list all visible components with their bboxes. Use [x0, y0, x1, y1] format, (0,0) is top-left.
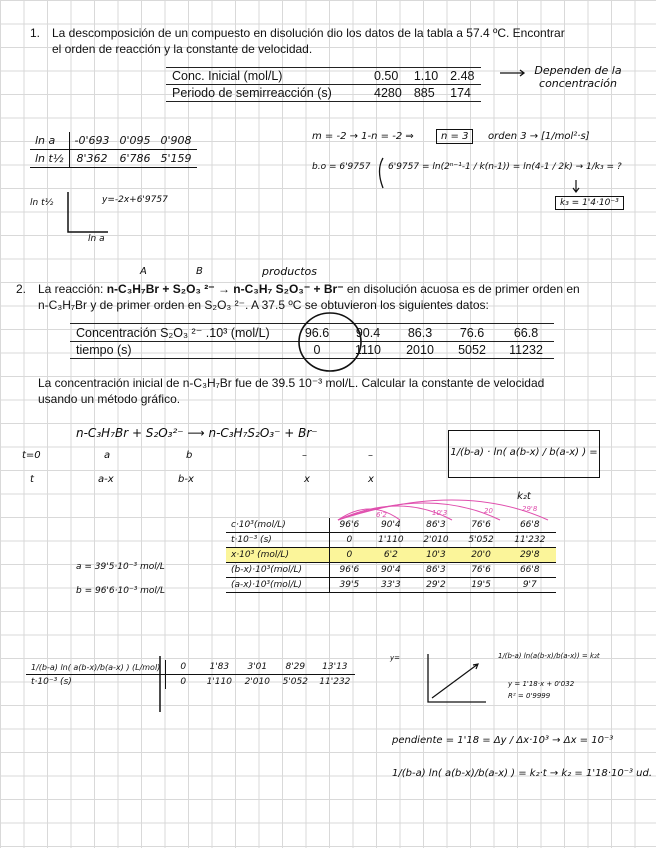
- graph-equation: y=-2x+6'9757: [102, 195, 168, 205]
- table-cell: 33'3: [368, 578, 413, 593]
- table-cell: 8'362: [69, 150, 115, 168]
- table-cell: 2010: [394, 342, 446, 359]
- problem-2-prefix: La reacción:: [38, 282, 104, 296]
- fit-equation-2: y = 1'18·x + 0'032: [508, 680, 575, 688]
- slope-text: pendiente = 1'18 = Δy / Δx·10³ → Δx = 10⁻³: [392, 735, 614, 746]
- a-value: a = 39'5·10⁻³ mol/L: [76, 562, 165, 572]
- table-cell: 885: [408, 85, 444, 102]
- table-cell: 96'6: [330, 563, 368, 578]
- table-cell: c·10³(mol/L): [226, 518, 330, 533]
- order-text: orden 3 →: [488, 131, 539, 142]
- fit-equation-1: 1/(b-a) ln(a(b-x)/b(a-x)) = k₂t: [498, 652, 600, 660]
- table-cell: 66.8: [498, 324, 554, 342]
- table-cell: 6'786: [115, 150, 156, 168]
- table-cell: 86.3: [394, 324, 446, 342]
- table-cell: 90'4: [368, 563, 413, 578]
- circle-annotation: [299, 313, 361, 371]
- table-cell: 5'052: [458, 533, 503, 548]
- t0-b: b: [186, 450, 193, 461]
- order-box: n = 3: [436, 129, 473, 144]
- table-cell: 3'01: [238, 660, 276, 675]
- handwritten-note-concentration: Dependen de la concentración: [534, 64, 622, 90]
- table-cell: 0.50: [368, 68, 408, 85]
- table-cell: 0: [180, 677, 187, 687]
- table-cell: tiempo (s): [70, 342, 292, 359]
- table-cell: 29'2: [413, 578, 458, 593]
- intercept-calc: b.o = 6'9757: [312, 162, 371, 172]
- table-cell: 20'0: [458, 548, 503, 563]
- table-cell: t·10⁻³ (s): [26, 675, 166, 690]
- table-cell: 4280: [368, 85, 408, 102]
- pink-arcs: [338, 500, 548, 520]
- table-cell: -0'693: [69, 132, 115, 150]
- brace-icon: [380, 158, 384, 188]
- table-cell: (a-x)·10³(mol/L): [226, 578, 330, 593]
- table-cell: 66'8: [504, 563, 556, 578]
- problem-2-number: 2.: [16, 282, 27, 296]
- k-calc: 6'9757 = ln(2ⁿ⁻¹-1 / k(n-1)) = ln(4-1 / 2k) → 1/k₃ = ?: [388, 162, 622, 172]
- table-cell: 5'159: [156, 150, 197, 168]
- k-result-box: k₃ = 1'4·10⁻³: [555, 196, 624, 210]
- table-cell: 9'7: [504, 578, 556, 593]
- order-calc: m = -2 → 1-n = -2 ⇒: [312, 131, 414, 142]
- problem-2-reaction: n-C₃H₇Br + S₂O₃ ²⁻ → n-C₃H₇ S₂O₃⁻ + Br⁻: [106, 282, 344, 296]
- pink-number: 20: [484, 507, 493, 515]
- table-cell: 2.48: [444, 68, 480, 85]
- t-a: a-x: [98, 474, 114, 485]
- table-cell: 0: [330, 533, 368, 548]
- handwritten-reaction: n-C₃H₇Br + S₂O₃²⁻ ⟶ n-C₃H₇S₂O₃⁻ + Br⁻: [76, 426, 318, 440]
- table-cell: 1110: [342, 342, 394, 359]
- table-cell: 5'052: [282, 677, 308, 687]
- table-cell: x·10³ (mol/L): [226, 548, 330, 563]
- pink-number: 6'2: [376, 511, 387, 519]
- table-cell: 29'8: [504, 548, 556, 563]
- table-cell: 11232: [498, 342, 554, 359]
- table-cell: 90'4: [368, 518, 413, 533]
- b-value: b = 96'6·10⁻³ mol/L: [76, 586, 165, 596]
- table-cell: 6'2: [368, 548, 413, 563]
- table-cell: 1'83: [200, 660, 238, 675]
- t-b: b-x: [178, 474, 194, 485]
- arrow-icon: [500, 70, 524, 76]
- table-cell: 11'232: [319, 677, 351, 687]
- annotation-b: B: [196, 266, 203, 277]
- table-cell: 96'6: [330, 518, 368, 533]
- table-cell: Concentración S₂O₃ ²⁻ .10³ (mol/L): [70, 324, 292, 342]
- table-cell: 19'5: [458, 578, 503, 593]
- small-graph-label: y=: [390, 654, 401, 662]
- problem-1-text-line1: La descomposición de un compuesto en disolución dio los datos de la tabla a 57.4 ºC. Encontrar: [52, 26, 565, 40]
- table-cell: 86'3: [413, 563, 458, 578]
- table-cell: 11'232: [504, 533, 556, 548]
- table-cell: 1'110: [368, 533, 413, 548]
- table-cell: (b-x)·10³(mol/L): [226, 563, 330, 578]
- table-cell: 86'3: [413, 518, 458, 533]
- problem-1-number: 1.: [30, 26, 41, 40]
- table-cell: 76'6: [458, 518, 503, 533]
- problem-2-text-line4: usando un método gráfico.: [38, 392, 181, 406]
- rate-equation-box: 1/(b-a) · ln( a(b-x) / b(a-x) ) = k₂t: [448, 430, 600, 478]
- problem-1-text-line2: el orden de reacción y la constante de velocidad.: [52, 42, 313, 56]
- t0-c: –: [302, 450, 307, 461]
- graph-y-label: ln t½: [30, 198, 54, 208]
- table-cell: 39'5: [330, 578, 368, 593]
- table-cell: 96.6: [292, 324, 342, 342]
- graph-axes: [68, 192, 108, 232]
- pink-number: 10'3: [432, 509, 448, 517]
- table-cell: 66'8: [504, 518, 556, 533]
- annotation-products: productos: [262, 265, 318, 278]
- annotation-a: A: [140, 266, 147, 277]
- table-cell: 13'13: [314, 660, 355, 675]
- table-cell: t·10⁻³ (s): [226, 533, 330, 548]
- t-label: t: [30, 474, 34, 485]
- table-cell: Conc. Inicial (mol/L): [166, 68, 368, 85]
- table-cell: 10'3: [413, 548, 458, 563]
- table-cell: 8'29: [276, 660, 314, 675]
- table-cell: 90.4: [342, 324, 394, 342]
- final-result: 1/(b-a) ln( a(b-x)/b(a-x) ) = k₂·t → k₂ = 1'18·10⁻³ ud.: [392, 768, 653, 779]
- table-cell: 0'908: [156, 132, 197, 150]
- table-cell: 2'010: [244, 677, 270, 687]
- fit-equation-3: R² = 0'9999: [508, 692, 551, 700]
- down-arrow-icon: [573, 180, 579, 192]
- problem-2-text-line2: n-C₃H₇Br y de primer orden en S₂O₃ ²⁻. A 37.5 ºC se obtuvieron los siguientes datos:: [38, 298, 489, 312]
- table-cell: ln t½: [30, 150, 69, 168]
- t-d: x: [368, 474, 374, 485]
- pink-number: 29'8: [522, 505, 538, 513]
- graph-x-label: ln a: [88, 234, 105, 244]
- table-cell: 0'095: [115, 132, 156, 150]
- table-cell: 174: [444, 85, 480, 102]
- small-graph-line: [432, 664, 478, 698]
- table-cell: 0: [292, 342, 342, 359]
- t0-a: a: [104, 450, 111, 461]
- table-cell: 0: [166, 660, 201, 675]
- table-cell: 76.6: [446, 324, 498, 342]
- table-cell: Periodo de semirreacción (s): [166, 85, 368, 102]
- problem-2-suffix: en disolución acuosa es de primer orden en: [346, 282, 580, 296]
- table-cell: 2'010: [413, 533, 458, 548]
- table-cell: 1/(b-a) ln( a(b-x)/b(a-x) ) (L/mol): [26, 660, 166, 675]
- problem-2-text-line3: La concentración inicial de n-C₃H₇Br fue de 39.5 10⁻³ mol/L. Calcular la constante de velocidad: [38, 376, 545, 390]
- table-cell: ln a: [30, 132, 69, 150]
- units-box: [1/mol²·s]: [541, 131, 590, 142]
- table-cell: 1.10: [408, 68, 444, 85]
- t0-label: t=0: [22, 450, 41, 461]
- t0-d: –: [368, 450, 373, 461]
- table-cell: 5052: [446, 342, 498, 359]
- table-cell: 0: [330, 548, 368, 563]
- table-cell: 1'110: [206, 677, 232, 687]
- table-cell: 76'6: [458, 563, 503, 578]
- t-c: x: [304, 474, 310, 485]
